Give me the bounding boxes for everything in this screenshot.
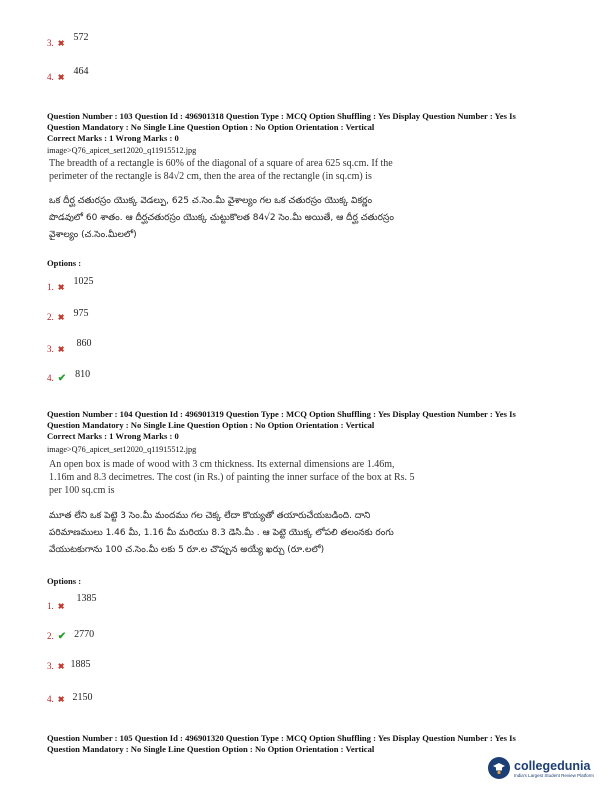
question-text-line: పొడవులో 60 శాతం. ఆ దీర్ఘచతురస్రం యొక్క చుట్టుకొలత 84√2 సెం.మీ అయితే, ఆ దీర్ఘ చతురస్రం — [49, 213, 394, 223]
question-text-line: మూత లేని ఒక పెట్టె 3 సెం.మీ మందము గల చెక్క లేదా కొయ్యతో తయారుచేయబడింది. దాని — [49, 511, 371, 521]
question-105-meta — [47, 733, 587, 755]
cross-icon: ✖ — [57, 283, 65, 292]
question-text-line: perimeter of the rectangle is 84√2 cm, then the area of the rectangle (in sq.cm) is — [49, 171, 372, 182]
meta-line: Question Number : 104 Question Id : 496901319 Question Type : MCQ Option Shuffling : Yes Display Question Number : Yes Is — [47, 409, 516, 419]
cross-icon: ✖ — [57, 662, 65, 671]
options-label: Options : — [47, 258, 82, 268]
meta-line: Question Mandatory : No Single Line Question Option : No Option Orientation : Vertical — [47, 744, 375, 754]
option-value: 2150 — [72, 692, 93, 703]
question-text-line: The breadth of a rectangle is 60% of the diagonal of a square of area 625 sq.cm. If the — [49, 158, 393, 169]
option-row — [47, 276, 94, 295]
option-value: 860 — [76, 338, 92, 349]
question-104-telugu — [49, 508, 479, 559]
option-number: 2. — [47, 312, 54, 322]
cross-icon: ✖ — [57, 345, 65, 354]
option-row — [47, 626, 95, 644]
question-text-line: An open box is made of wood with 3 cm thickness. Its external dimensions are 1.46m, — [49, 459, 395, 470]
option-number: 3. — [47, 38, 54, 48]
logo-name: collegedunia — [514, 758, 591, 773]
question-103-meta — [47, 111, 587, 144]
question-103-telugu — [49, 193, 449, 244]
option-value: 572 — [73, 32, 89, 43]
option-value: 1885 — [70, 659, 91, 670]
option-row — [47, 307, 89, 325]
meta-line: Question Mandatory : No Single Line Question Option : No Option Orientation : Vertical — [47, 420, 375, 430]
option-row — [47, 689, 93, 707]
option-value: 975 — [73, 308, 89, 319]
option-row — [47, 593, 97, 614]
question-104-meta — [47, 409, 587, 442]
question-text-line: ఒక దీర్ఘ చతురస్రం యొక్క వెడల్పు, 625 చ.సెం.మీ వైశాల్యం గల ఒక చతురస్రం యొక్క వికర్ణం — [49, 196, 373, 206]
option-number: 4. — [47, 373, 54, 383]
option-number: 2. — [47, 631, 54, 641]
option-number: 3. — [47, 344, 54, 354]
graduate-icon — [488, 757, 510, 779]
marks-line: Correct Marks : 1 Wrong Marks : 0 — [47, 431, 179, 441]
marks-line: Correct Marks : 1 Wrong Marks : 0 — [47, 133, 179, 143]
option-number: 4. — [47, 72, 54, 82]
cross-icon: ✖ — [57, 602, 65, 611]
option-value: 464 — [73, 66, 89, 77]
option-row — [47, 338, 92, 357]
image-filename: image>Q76_apicet_set12020_q11915512.jpg — [47, 146, 197, 155]
option-row — [47, 656, 91, 674]
option-value: 810 — [75, 369, 91, 380]
mortarboard-icon — [492, 761, 506, 775]
option-row — [47, 368, 91, 386]
question-text-line: per 100 sq.cm is — [49, 485, 115, 496]
question-103-english — [49, 157, 449, 183]
cross-icon: ✖ — [57, 73, 65, 82]
check-icon: ✔ — [57, 373, 67, 384]
collegedunia-logo — [488, 757, 594, 779]
cross-icon: ✖ — [57, 313, 65, 322]
question-text-line: వేయుటకుగాను 100 చ.సెం.మీ లకు 5 రూ.ల చొప్పున అయ్యే ఖర్చు (రూ.లలో) — [49, 545, 325, 555]
meta-line: Question Number : 105 Question Id : 496901320 Question Type : MCQ Option Shuffling : Yes Display Question Number : Yes Is — [47, 733, 516, 743]
question-text-line: 1.16m and 8.3 decimetres. The cost (in Rs.) of painting the inner surface of the box at Rs. 5 — [49, 472, 415, 483]
options-label: Options : — [47, 576, 82, 586]
question-text-line: వైశాల్యం (చ.సెం.మీలలో) — [49, 230, 137, 240]
check-icon: ✔ — [57, 631, 67, 642]
option-value: 2770 — [74, 629, 95, 640]
option-number: 1. — [47, 282, 54, 292]
logo-tagline: India's Largest Student Review Platform — [514, 772, 594, 778]
image-filename: image>Q76_apicet_set12020_q11915512.jpg — [47, 445, 197, 454]
option-value: 1025 — [73, 276, 94, 287]
meta-line: Question Number : 103 Question Id : 496901318 Question Type : MCQ Option Shuffling : Yes Display Question Number : Yes Is — [47, 111, 516, 121]
option-row — [47, 32, 89, 51]
cross-icon: ✖ — [57, 39, 65, 48]
option-row — [47, 66, 89, 85]
option-number: 4. — [47, 694, 54, 704]
question-text-line: పరిమాణములు 1.46 మీ, 1.16 మీ మరియు 8.3 డెసి.మీ . ఆ పెట్టె యొక్క లోపలి తలంనకు రంగు — [49, 528, 394, 538]
meta-line: Question Mandatory : No Single Line Question Option : No Option Orientation : Vertical — [47, 122, 375, 132]
option-value: 1385 — [76, 593, 97, 604]
cross-icon: ✖ — [57, 695, 65, 704]
option-number: 1. — [47, 601, 54, 611]
question-104-english — [49, 458, 469, 497]
option-number: 3. — [47, 661, 54, 671]
